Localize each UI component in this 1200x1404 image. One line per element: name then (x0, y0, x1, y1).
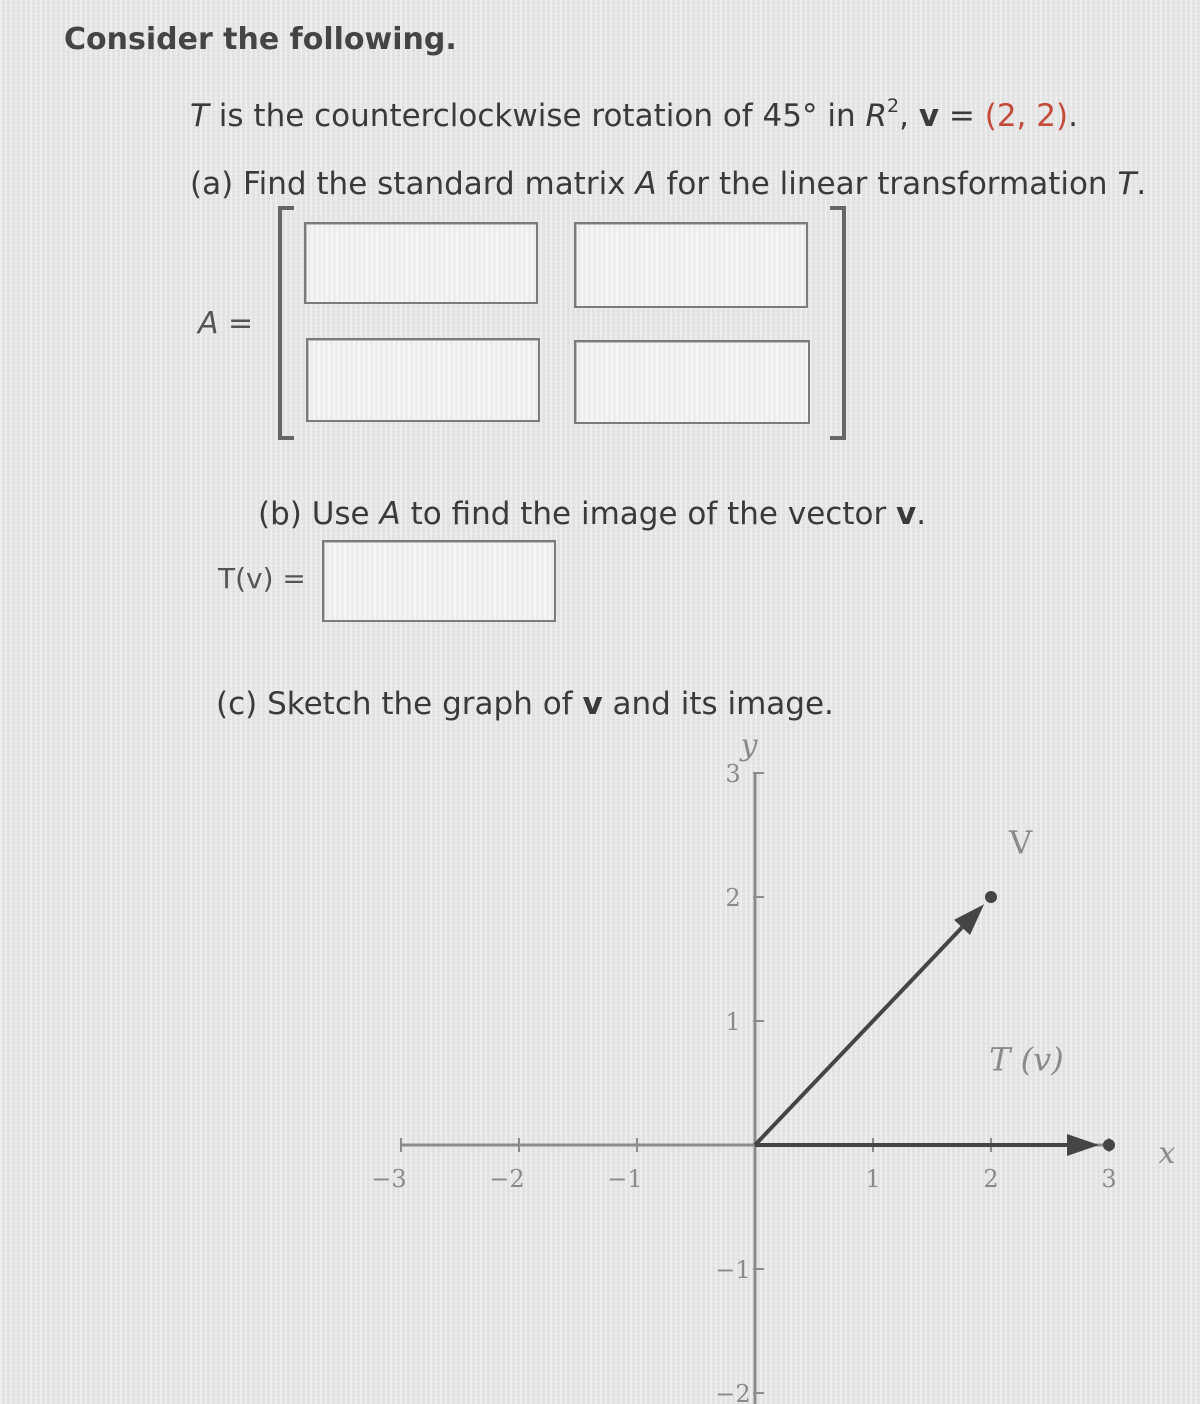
vector-line (755, 927, 962, 1145)
problem-statement (190, 95, 1078, 134)
question-c (216, 686, 834, 722)
y-tick-label: 3 (725, 760, 741, 788)
problem-text: is the counterclockwise rotation of 45° in (208, 98, 866, 134)
matrix-entry-row1-col1[interactable] (304, 222, 538, 304)
vector-symbol: v (918, 98, 940, 134)
matrix-symbol: A (635, 166, 657, 202)
matrix-label: A = (198, 306, 254, 341)
x-tick-label: −1 (607, 1165, 643, 1193)
y-tick-label: 1 (725, 1008, 741, 1036)
space-exponent: 2 (887, 95, 900, 117)
vector-tv-label: T (v) (989, 1040, 1064, 1079)
question-b-text-mid: to find the image of the vector (400, 496, 897, 532)
equals-sign: = (939, 98, 985, 134)
image-answer-field[interactable] (322, 540, 556, 622)
matrix-entry-row2-col2[interactable] (574, 340, 810, 424)
x-tick-label: 3 (1101, 1165, 1117, 1193)
question-a (190, 166, 1146, 202)
transform-symbol-a: T (1117, 166, 1137, 202)
matrix-entry-row2-col1[interactable] (306, 338, 540, 422)
image-label: T(v) = (218, 562, 306, 595)
matrix-right-bracket (830, 206, 846, 440)
question-a-text-mid: for the linear transformation (656, 166, 1118, 202)
y-axis-label: y (740, 728, 758, 763)
x-tick-label: −3 (371, 1165, 407, 1193)
x-tick-label: 2 (983, 1165, 999, 1193)
x-tick-label: −2 (489, 1165, 525, 1193)
matrix-left-bracket (278, 206, 294, 440)
vector-symbol-c: v (582, 686, 603, 722)
vector-arrowhead (1067, 1134, 1099, 1156)
y-tick-label: −1 (715, 1256, 751, 1284)
vector-value: (2, 2) (984, 98, 1069, 134)
y-tick-label: 2 (725, 884, 741, 912)
space-symbol: R (865, 98, 888, 134)
page-header: Consider the following. (64, 22, 457, 57)
question-a-text: (a) Find the standard matrix (190, 166, 636, 202)
x-tick-label: 1 (865, 1165, 881, 1193)
question-b-text: (b) Use (258, 496, 380, 532)
vector-symbol-b: v (896, 496, 917, 532)
x-axis-label: x (1158, 1136, 1176, 1171)
vector-endpoint (985, 891, 997, 903)
question-b (258, 496, 926, 532)
matrix-symbol-b: A (379, 496, 401, 532)
transform-symbol: T (190, 98, 209, 134)
question-c-text: (c) Sketch the graph of (216, 686, 583, 722)
vector-v-label: V (1008, 823, 1033, 862)
question-a-end: . (1136, 166, 1147, 202)
vector-endpoint (1103, 1139, 1115, 1151)
separator: , (899, 98, 919, 134)
matrix-entry-row1-col2[interactable] (574, 222, 808, 308)
question-c-end: and its image. (602, 686, 834, 722)
y-tick-label: −2 (715, 1380, 751, 1404)
statement-end: . (1068, 98, 1078, 134)
vector-graph (330, 728, 1200, 1404)
question-b-end: . (916, 496, 927, 532)
